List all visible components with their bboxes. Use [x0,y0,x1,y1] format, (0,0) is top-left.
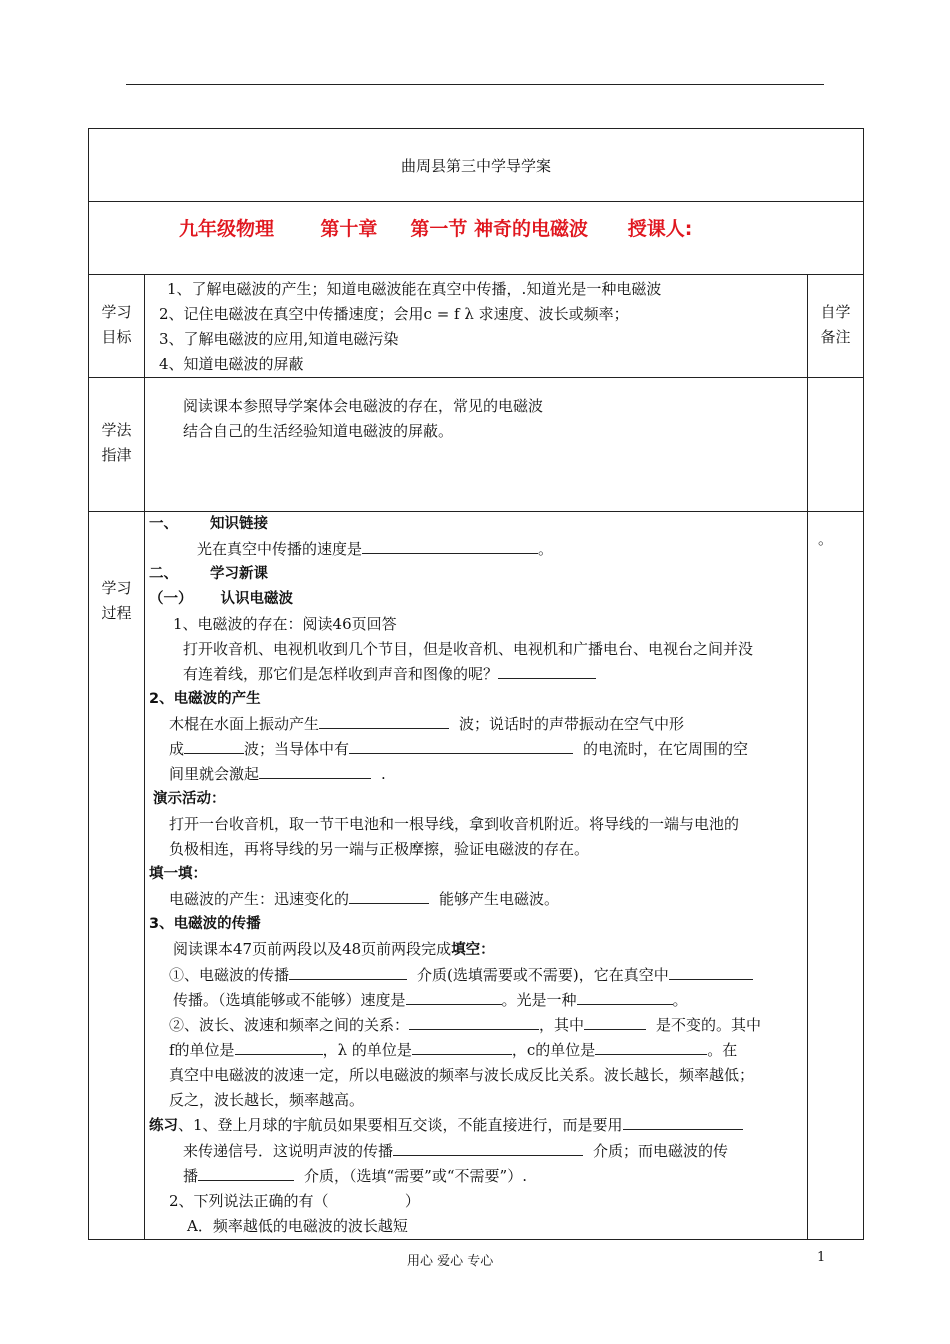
exercise-option: A．频率越低的电磁波的波长越短 [187,1217,408,1235]
question-text: 光在真空中传播的速度是 [197,540,363,558]
question-text: 波；说话时的声带振动在空气中形 [459,715,685,733]
propagation-intro [145,937,807,963]
objectives-label [89,275,145,378]
question-text: ②、波长、波速和频率之间的关系： [169,1016,410,1034]
propagation-line [145,1038,807,1063]
demo-heading: 演示活动： [153,791,226,807]
section-title: 认识电磁波 [220,591,293,607]
lesson-table [88,128,864,1240]
propagation-line: 真空中电磁波的波速一定，所以电磁波的频率与波长成反比关系。波长越长，频率越低； [169,1066,755,1084]
objectives-content [145,275,808,378]
section-number: 一、 [149,516,178,532]
demo-line: 负极相连，再将导线的另一端与正极摩擦，验证电磁波的存在。 [169,840,590,858]
section-one-heading [145,512,807,537]
exercise-question: 2、下列说法正确的有（ ） [169,1192,420,1210]
section-number: （一） [149,591,193,607]
answer-blank[interactable] [498,662,596,679]
subsection-heading [145,587,807,612]
section-number: 二、 [149,566,178,582]
generation-line [145,737,807,762]
exercise-heading: 练习 [149,1118,178,1134]
question-text: 木棍在水面上振动产生 [169,715,320,733]
speed-question [145,537,807,562]
note-line: 自学 [820,303,851,321]
question-text: ，c的单位是 [511,1041,596,1059]
objective-item: 2、记住电磁波在真空中传播速度；会用c = f λ 求速度、波长或频率； [159,305,629,323]
exercise-line [145,1113,807,1139]
subject: 九年级物理 [179,218,275,240]
label-line: 指津 [101,446,132,464]
question-text: 波；当导体中有 [244,740,350,758]
method-notes [808,378,864,512]
answer-blank[interactable] [198,1164,294,1181]
answer-blank[interactable] [584,1013,646,1030]
note-line: 备注 [820,328,851,346]
objective-item: 4、知道电磁波的屏蔽 [159,355,304,373]
answer-blank[interactable] [235,1038,323,1055]
question-text: f的单位是 [169,1041,235,1059]
propagation-line [145,1013,807,1038]
answer-blank[interactable] [319,712,449,729]
question-text: ①、电磁波的传播 [169,966,290,984]
process-notes [808,512,864,1240]
label-line: 目标 [101,328,132,346]
question-text: 是不变的。其中 [656,1016,762,1034]
gap [377,218,410,240]
answer-blank[interactable] [289,963,407,980]
method-content [145,378,808,512]
question-text: 电磁波的产生：迅速变化的 [169,890,350,908]
label-line: 过程 [101,604,132,622]
note-mark: 。 [818,530,834,548]
school-title: 曲周县第三中学导学案 [89,129,864,202]
answer-blank[interactable] [623,1113,743,1130]
answer-blank[interactable] [412,1038,512,1055]
header-rule [126,84,824,85]
existence-heading: 1、电磁波的存在：阅读46页回答 [173,615,397,633]
question-text: 阅读课本47页前两段以及48页前两段完成 [173,940,452,958]
exercise-line [145,1164,807,1189]
method-line: 阅读课本参照导学案体会电磁波的存在，常见的电磁波 [183,397,544,415]
question-text: 。 [538,540,554,558]
process-label [89,512,145,1240]
answer-blank[interactable] [393,1139,583,1156]
question-text: . [381,765,386,783]
answer-blank[interactable] [409,1013,539,1030]
question-text: 。光是一种 [501,991,577,1009]
answer-blank[interactable] [595,1038,707,1055]
answer-blank[interactable] [577,988,673,1005]
question-text: 填空： [451,942,495,958]
self-study-notes [808,275,864,378]
question-text: 传播。（选填能够或不能够）速度是 [173,991,406,1009]
answer-blank[interactable] [362,537,538,554]
question-text: 来传递信号．这说明声波的传播 [183,1142,394,1160]
propagation-heading: 3、电磁波的传播 [149,916,261,932]
existence-question: 打开收音机、电视机收到几个节目，但是收音机、电视机和广播电台、电视台之间并没 [183,640,754,658]
answer-blank[interactable] [259,762,371,779]
answer-blank[interactable] [669,963,753,980]
question-text: 。 [672,991,688,1009]
answer-blank[interactable] [349,887,429,904]
question-text: 、1、登上月球的宇航员如果要相互交谈，不能直接进行，而是要用 [178,1116,623,1134]
question-text: 间里就会激起 [169,765,260,783]
objective-item: 3、了解电磁波的应用,知道电磁污染 [159,330,399,348]
method-label [89,378,145,512]
footer-motto: 用心 爱心 专心 [407,1254,494,1269]
section-title: 知识链接 [210,516,268,532]
label-line: 学法 [101,421,132,439]
question-text: ，其中 [539,1016,585,1034]
label-line: 学习 [101,303,132,321]
question-text: 介质(选填需要或不需要)，它在真空中 [417,966,669,984]
answer-blank[interactable] [184,737,244,754]
answer-blank[interactable] [349,737,573,754]
question-text: 有连着线，那它们是怎样收到声音和图像的呢？ [183,665,499,683]
lesson-heading [89,202,864,275]
existence-question [145,662,807,687]
question-text: 能够产生电磁波。 [439,890,560,908]
gap [588,218,628,240]
fill-line [145,887,807,912]
question-text: ，λ 的单位是 [322,1041,412,1059]
section: 第一节 神奇的电磁波 [410,218,589,240]
generation-line [145,712,807,737]
chapter: 第十章 [320,218,378,240]
process-content [145,512,808,1240]
question-text: 的电流时，在它周围的空 [583,740,749,758]
generation-line [145,762,807,787]
gap [274,218,320,240]
fill-heading: 填一填： [149,866,207,882]
method-line: 结合自己的生活经验知道电磁波的屏蔽。 [183,422,454,440]
generation-heading: 2、电磁波的产生 [149,691,261,707]
question-text: 。在 [707,1041,738,1059]
propagation-line [145,963,807,988]
answer-blank[interactable] [406,988,502,1005]
teacher: 授课人: [627,218,693,240]
propagation-line: 反之，波长越长，频率越高。 [169,1091,365,1109]
demo-line: 打开一台收音机，取一节干电池和一根导线，拿到收音机附近。将导线的一端与电池的 [169,815,740,833]
section-title: 学习新课 [210,566,268,582]
section-two-heading [145,562,807,587]
question-text: 介质，（选填“需要”或“不需要”）. [304,1167,527,1185]
question-text: 成 [169,740,185,758]
exercise-line [145,1139,807,1164]
page-number: 1 [817,1250,826,1265]
propagation-line [145,988,807,1013]
question-text: 播 [183,1167,199,1185]
question-text: 介质；而电磁波的传 [593,1142,729,1160]
objective-item: 1、了解电磁波的产生；知道电磁波能在真空中传播，.知道光是一种电磁波 [167,280,662,298]
label-line: 学习 [101,579,132,597]
